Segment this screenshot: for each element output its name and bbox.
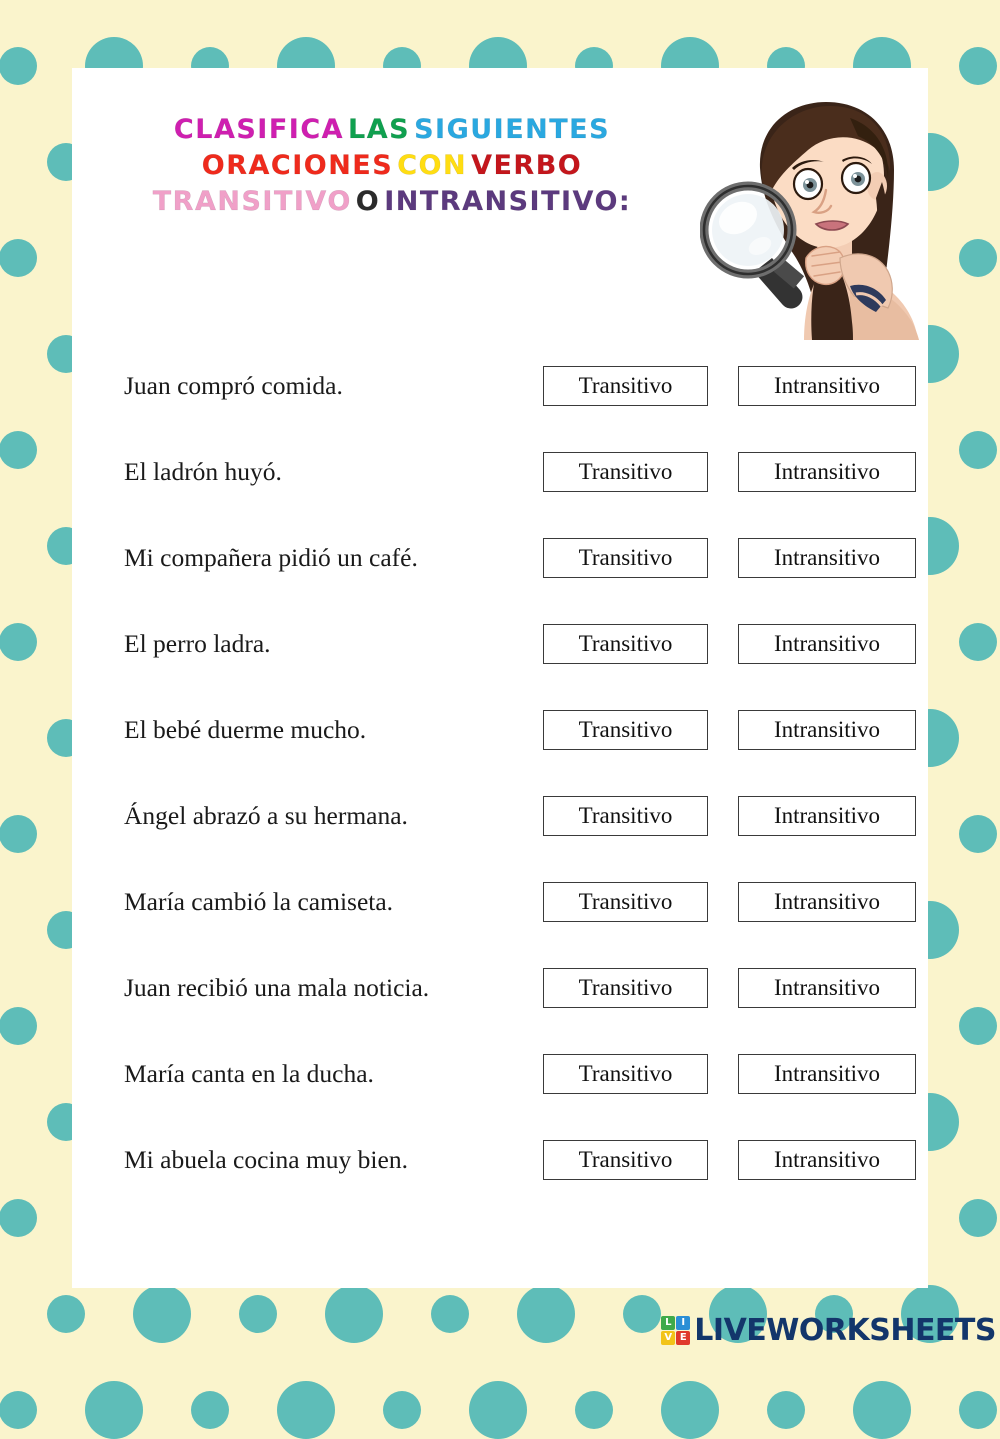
- exercise-row: [72, 429, 928, 515]
- option-intransitivo[interactable]: Intransitivo: [738, 710, 916, 750]
- background-dot: [0, 1199, 37, 1237]
- worksheet-card: [72, 68, 928, 1288]
- background-dot: [0, 1391, 37, 1429]
- exercise-list: [72, 343, 928, 1203]
- option-transitivo[interactable]: Transitivo: [543, 538, 708, 578]
- background-dot: [431, 1295, 469, 1333]
- title-word: VERBO: [471, 150, 583, 181]
- background-dot: [0, 239, 37, 277]
- background-dot: [661, 1381, 719, 1439]
- girl-with-magnifying-glass-illustration: [700, 90, 920, 340]
- exercise-sentence: El perro ladra.: [124, 629, 271, 658]
- exercise-sentence: El ladrón huyó.: [124, 457, 282, 486]
- option-transitivo[interactable]: Transitivo: [543, 882, 708, 922]
- title-line-3: [132, 188, 652, 215]
- option-intransitivo[interactable]: Intransitivo: [738, 1140, 916, 1180]
- option-transitivo[interactable]: Transitivo: [543, 1054, 708, 1094]
- title-word: TRANSITIVO: [152, 186, 352, 217]
- exercise-row: [72, 515, 928, 601]
- option-transitivo[interactable]: Transitivo: [543, 968, 708, 1008]
- background-dot: [0, 431, 37, 469]
- exercise-sentence: Juan compró comida.: [124, 371, 343, 400]
- background-dot: [853, 1381, 911, 1439]
- option-transitivo[interactable]: Transitivo: [543, 366, 708, 406]
- option-intransitivo[interactable]: Intransitivo: [738, 968, 916, 1008]
- background-dot: [0, 815, 37, 853]
- option-transitivo[interactable]: Transitivo: [543, 710, 708, 750]
- title-word: CLASIFICA: [173, 114, 345, 145]
- title-word: O: [355, 186, 381, 217]
- title-word: INTRANSITIVO:: [384, 186, 632, 217]
- exercise-row: [72, 1117, 928, 1203]
- option-transitivo[interactable]: Transitivo: [543, 1140, 708, 1180]
- background-dot: [325, 1285, 383, 1343]
- option-intransitivo[interactable]: Intransitivo: [738, 796, 916, 836]
- background-dot: [959, 1391, 997, 1429]
- background-dot: [959, 815, 997, 853]
- option-intransitivo[interactable]: Intransitivo: [738, 1054, 916, 1094]
- background-dot: [85, 1381, 143, 1439]
- liveworksheets-wordmark: LIVEWORKSHEETS: [694, 1312, 996, 1348]
- exercise-sentence: Juan recibió una mala noticia.: [124, 973, 430, 1002]
- exercise-row: [72, 773, 928, 859]
- background-dot: [239, 1295, 277, 1333]
- background-dot: [767, 1391, 805, 1429]
- background-dot: [959, 623, 997, 661]
- liveworksheets-logo-tiles: [661, 1316, 690, 1345]
- background-dot: [575, 1391, 613, 1429]
- option-intransitivo[interactable]: Intransitivo: [738, 538, 916, 578]
- logo-tile-v: V: [661, 1331, 675, 1345]
- liveworksheets-logo: [661, 1308, 996, 1352]
- title-line-2: [132, 152, 652, 179]
- logo-tile-i: I: [676, 1316, 690, 1330]
- exercise-row: [72, 1031, 928, 1117]
- exercise-sentence: Mi compañera pidió un café.: [124, 543, 418, 572]
- option-transitivo[interactable]: Transitivo: [543, 624, 708, 664]
- exercise-sentence: María canta en la ducha.: [124, 1059, 374, 1088]
- title-word: ORACIONES: [201, 150, 394, 181]
- title-word: CON: [397, 150, 468, 181]
- background-dot: [0, 623, 37, 661]
- worksheet-header: [72, 68, 928, 343]
- exercise-row: [72, 945, 928, 1031]
- background-dot: [959, 239, 997, 277]
- background-dot: [517, 1285, 575, 1343]
- option-transitivo[interactable]: Transitivo: [543, 452, 708, 492]
- background-dot: [47, 1295, 85, 1333]
- background-dot: [959, 47, 997, 85]
- background-dot: [959, 1007, 997, 1045]
- option-intransitivo[interactable]: Intransitivo: [738, 624, 916, 664]
- option-transitivo[interactable]: Transitivo: [543, 796, 708, 836]
- title-word: SIGUIENTES: [414, 114, 611, 145]
- page-title: [132, 116, 652, 224]
- background-dot: [191, 1391, 229, 1429]
- title-word: LAS: [348, 114, 411, 145]
- background-dot: [277, 1381, 335, 1439]
- exercise-sentence: El bebé duerme mucho.: [124, 715, 367, 744]
- background-dot: [959, 431, 997, 469]
- background-dot: [0, 1007, 37, 1045]
- option-intransitivo[interactable]: Intransitivo: [738, 452, 916, 492]
- exercise-row: [72, 687, 928, 773]
- background-dot: [383, 1391, 421, 1429]
- title-line-1: [132, 116, 652, 143]
- background-dot: [623, 1295, 661, 1333]
- exercise-row: [72, 601, 928, 687]
- background-dot: [0, 47, 37, 85]
- exercise-row: [72, 343, 928, 429]
- exercise-sentence: Mi abuela cocina muy bien.: [124, 1145, 408, 1174]
- exercise-sentence: Ángel abrazó a su hermana.: [124, 801, 408, 830]
- background-dot: [959, 1199, 997, 1237]
- background-dot: [469, 1381, 527, 1439]
- logo-tile-l: L: [661, 1316, 675, 1330]
- option-intransitivo[interactable]: Intransitivo: [738, 882, 916, 922]
- background-dot: [133, 1285, 191, 1343]
- exercise-row: [72, 859, 928, 945]
- exercise-sentence: María cambió la camiseta.: [124, 887, 394, 916]
- logo-tile-e: E: [676, 1331, 690, 1345]
- option-intransitivo[interactable]: Intransitivo: [738, 366, 916, 406]
